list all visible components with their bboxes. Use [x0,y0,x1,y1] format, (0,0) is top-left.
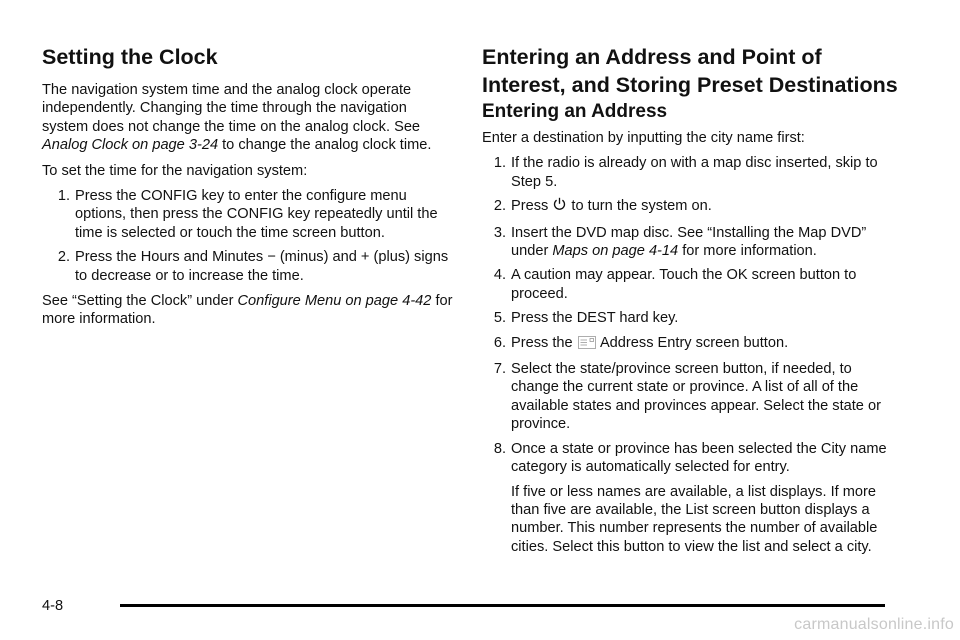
list-item [482,309,902,327]
list-item [482,334,902,354]
step-number: 8. [493,440,506,457]
list-item [42,248,457,285]
step-text: Press to turn the system on. [511,197,902,217]
step-text: A caution may appear. Touch the OK screen button to proceed. [511,267,857,302]
step-number: 1. [57,188,70,205]
step-text: Insert the DVD map disc. See “Installing the Map DVD” under Maps on page 4-14 for more information. [511,224,867,260]
lead-paragraph: Enter a destination by inputting the city name first: [482,130,805,146]
step-text: Press the Address Entry screen button. [511,334,902,354]
step-text: Select the state/province screen button, if needed, to change the current state or province. A list of all of the available states and provinces appear. Select the state or province. [511,361,881,433]
section-title-entering-address: Entering an Address and Point of Interest, and Storing Preset Destinations [482,45,898,97]
step-number: 4. [493,267,506,284]
right-column [482,44,902,563]
list-item [482,154,902,191]
intro-paragraph: The navigation system time and the analog clock operate independently. Changing the time through the navigation system does not change the time on the analog clock. See Analog Clock on page 3-24 to change the analog clock time. [42,82,432,154]
step-number: 1. [493,155,506,172]
clock-steps-list [42,187,457,285]
list-item [482,197,902,217]
left-column [42,44,457,336]
cross-reference: Configure Menu on page 4-42 [237,293,432,310]
step-text: Press the DEST hard key. [511,310,679,327]
see-paragraph: See “Setting the Clock” under Configure Menu on page 4-42 for more information. [42,293,453,328]
step-number: 2. [57,249,70,266]
step-text: Press the CONFIG key to enter the configure menu options, then press the CONFIG key repeatedly until the time is selected or touch the time screen button. [75,188,438,241]
step-number: 6. [493,334,506,351]
power-icon [553,197,566,217]
cross-reference: Maps on page 4-14 [552,243,679,260]
page-number: 4-8 [42,598,64,614]
list-item [42,187,457,242]
watermark: carmanualsonline.info [794,616,954,633]
list-item [482,224,902,261]
list-item [482,440,902,556]
step-number: 7. [493,361,506,378]
step-paragraph: Once a state or province has been selected the City name category is automatically selected for entry. [511,440,887,476]
step-number: 3. [493,224,506,241]
subsection-title: Entering an Address [482,101,668,122]
cross-reference: Analog Clock on page 3-24 [42,137,219,154]
section-title-setting-clock: Setting the Clock [42,45,218,69]
step-number: 2. [493,198,506,215]
footer-divider [120,604,885,607]
step-text [511,440,902,556]
step-text: If the radio is already on with a map disc inserted, skip to Step 5. [511,155,878,190]
lead-paragraph: To set the time for the navigation system: [42,162,308,179]
step-paragraph: If five or less names are available, a list displays. If more than five are available, the List screen button displays a number. This number represents the number of available cities. Select this button to view the list and select a city. [511,483,878,555]
list-item [482,360,902,434]
step-number: 5. [493,310,506,327]
step-text: Press the Hours and Minutes − (minus) and + (plus) signs to decrease or to increase the time. [75,249,449,284]
list-item [482,266,902,303]
address-steps-list [482,154,902,556]
address-entry-icon [578,335,596,354]
